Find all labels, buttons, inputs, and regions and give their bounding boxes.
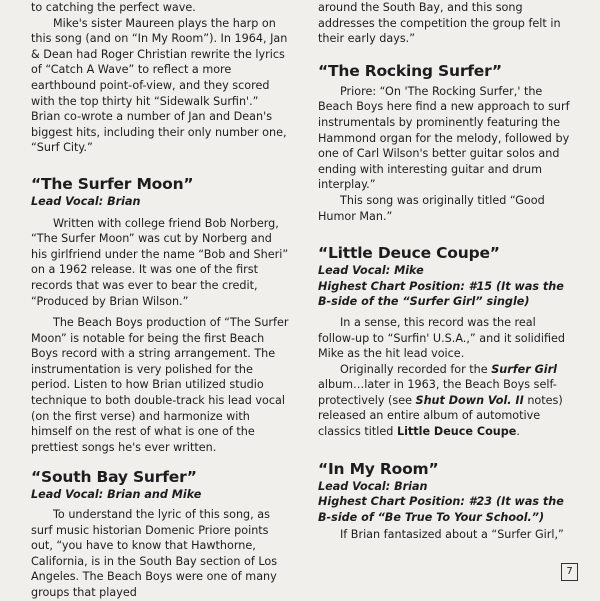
page-number: 7 <box>561 563 578 581</box>
album-surfer-girl: Surfer Girl <box>491 362 557 376</box>
south-bay-continuation: around the South Bay, and this song addresses the competition the group felt in their early days.” <box>318 1 561 46</box>
surfer-moon-paragraph-2: The Beach Boys production of “The Surfer Moon” is notable for being the first Beach Boys record with a string arrangement. The instrumentation is very polished for the period. Listen to how Brian utilized studio technique to both double-track his lead vocal (on the first verse) and harmonize with himself on the rest of what is one of the prettiest songs he's ever written. <box>31 316 289 454</box>
in-my-room-paragraph-1: If Brian fantasized about a “Surfer Girl,” <box>340 528 564 542</box>
in-my-room-chart: Highest Chart Position: #23 (It was the B-side of “Be True To Your School.”) <box>318 495 564 524</box>
deuce-coupe-vocal: Lead Vocal: Mike <box>318 264 424 278</box>
in-my-room-vocal: Lead Vocal: Brian <box>318 479 428 493</box>
album-shut-down: Shut Down Vol. II <box>415 393 524 407</box>
surfer-moon-title: “The Surfer Moon” <box>31 174 194 193</box>
surfer-moon-vocal: Lead Vocal: Brian <box>31 194 141 208</box>
south-bay-vocal: Lead Vocal: Brian and Mike <box>31 488 202 502</box>
rocking-surfer-paragraph-2: This song was originally titled “Good Humor Man.” <box>318 193 545 223</box>
intro-continuation: to catching the perfect wave. <box>31 1 196 14</box>
deuce-coupe-chart: Highest Chart Position: #15 (It was the B-side of the “Surfer Girl” single) <box>318 279 564 309</box>
maureen-paragraph: Mike's sister Maureen plays the harp on this song (and on “In My Room”). In 1964, Jan & Dean had Roger Christian rewrite the lyrics of “Catch A Wave” to reflect a more earthbound point-of-view, and they scored with the top thirty hit “Sidewalk Surfin'.” Brian co-wrote a number of Jan and Dean's biggest hits, including their only number one, “Surf City.” <box>31 16 288 155</box>
deuce-coupe-paragraph-2: Originally recorded for the Surfer Girl album…later in 1963, the Beach Boys self-protectively (see Shut Down Vol. II notes) released an entire album of automotive classics titled Little Deuce Coupe. <box>318 362 563 439</box>
left-column <box>31 0 289 601</box>
right-column <box>318 0 576 543</box>
in-my-room-title: “In My Room” <box>318 459 439 478</box>
deuce-coupe-paragraph-1: In a sense, this record was the real follow-up to “Surfin' U.S.A.,” and it solidified Mike as the hit lead voice. <box>318 315 566 361</box>
south-bay-paragraph-1: To understand the lyric of this song, as surf music historian Domenic Priore points out, “you have to know that Hawthorne, California, is in the South Bay section of Los Angeles. The Beach Boys were one of many groups that played <box>31 508 278 599</box>
album-little-deuce-coupe: Little Deuce Coupe <box>396 425 517 439</box>
south-bay-title: “South Bay Surfer” <box>31 468 197 487</box>
rocking-surfer-paragraph-1: Priore: “On 'The Rocking Surfer,' the Beach Boys here find a new approach to surf instrumentals by prominently featuring the Hammond organ for the melody, followed by one of Carl Wilson's better guitar solos and ending with interesting guitar and drum interplay.” <box>318 84 570 192</box>
surfer-moon-paragraph-1: Written with college friend Bob Norberg, “The Surfer Moon” was cut by Norberg and his girlfriend under the name “Bob and Sheri” on a 1962 release. It was one of the first records that was ever to bear the credit, “Produced by Brian Wilson.” <box>31 216 289 308</box>
deuce-coupe-title: “Little Deuce Coupe” <box>318 244 500 263</box>
rocking-surfer-title: “The Rocking Surfer” <box>318 61 502 80</box>
